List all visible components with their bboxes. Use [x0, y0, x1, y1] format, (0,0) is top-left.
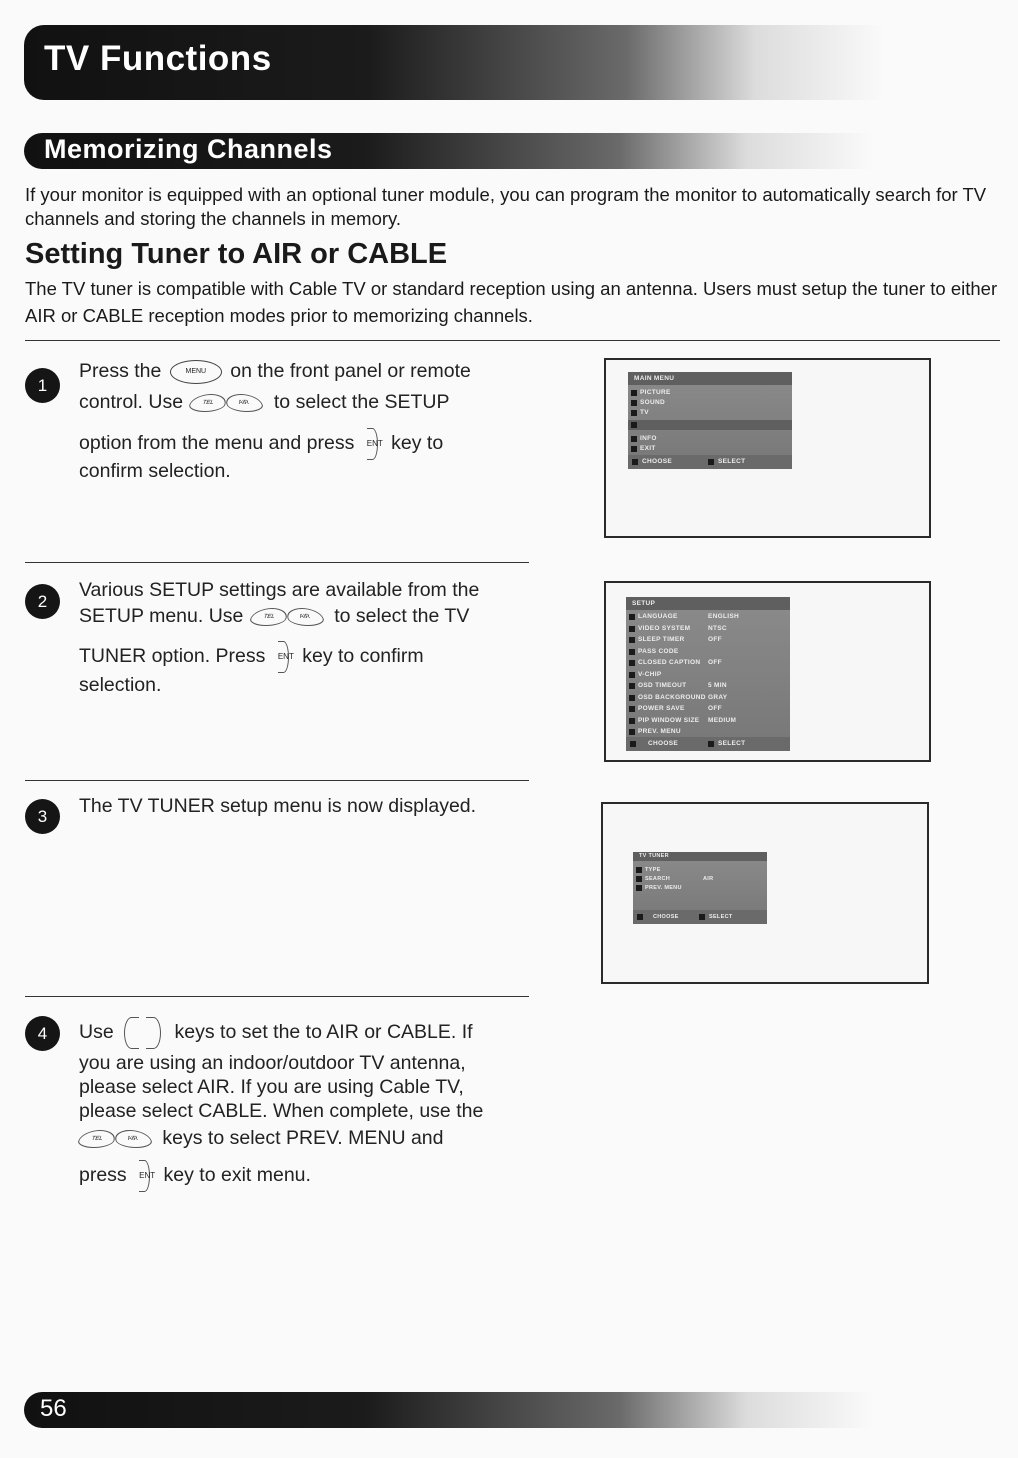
osd-row: [626, 693, 790, 703]
osd-value: MEDIUM: [708, 716, 737, 724]
step-number-2: 2: [25, 584, 60, 619]
right-key-icon: [146, 1017, 161, 1049]
tv-tuner-menu-screenshot: [601, 802, 929, 984]
osd-row: [633, 883, 767, 893]
osd-footer: [633, 910, 767, 924]
osd-row: [626, 635, 790, 645]
step-text: confirm selection.: [79, 460, 231, 482]
main-menu-screenshot: [604, 358, 931, 538]
enter-key-icon: [274, 641, 294, 673]
tel-key-icon: TEL: [248, 608, 291, 626]
osd-choose: CHOOSE: [653, 914, 679, 920]
enter-key-label: ENT: [367, 428, 378, 460]
osd-row: [628, 398, 792, 408]
osd-label: CLOSED CAPTION: [638, 659, 701, 666]
divider: [25, 340, 1000, 341]
osd-row: [626, 727, 790, 737]
left-right-keys-icon: [122, 1017, 166, 1049]
step-text: TUNER option. Press: [79, 645, 266, 668]
osd-label: PICTURE: [640, 389, 671, 396]
osd-row-icon: [629, 695, 635, 701]
osd-row-icon: [636, 885, 642, 891]
step-text: Press the: [79, 360, 162, 383]
enter-key-label: ENT: [278, 641, 289, 673]
osd-row: [628, 434, 792, 444]
osd-value: ENGLISH: [708, 613, 739, 620]
osd-row: [626, 681, 790, 691]
step-text: selection.: [79, 674, 162, 696]
osd-row: [628, 444, 792, 454]
step-text: Use: [79, 1021, 114, 1044]
osd-label: LANGUAGE: [638, 613, 678, 620]
tel-key-icon: TEL: [76, 1130, 119, 1148]
osd-row: [626, 670, 790, 680]
osd-row: [626, 658, 790, 668]
osd-row-highlighted: [628, 420, 792, 430]
osd-setup-menu: [626, 597, 790, 751]
select-icon: [708, 459, 714, 465]
page-title-band: [24, 25, 884, 100]
step-text: option from the menu and press: [79, 432, 355, 455]
osd-label: SOUND: [640, 399, 665, 406]
enter-key-icon: [135, 1160, 155, 1192]
step-text: to select the TV: [334, 605, 470, 628]
osd-value: OFF: [708, 659, 722, 666]
picture-icon: [631, 390, 637, 396]
tel-air-keys-icon: [190, 390, 266, 416]
osd-row-icon: [629, 706, 635, 712]
step-number-3: 3: [25, 799, 60, 834]
exit-icon: [631, 446, 637, 452]
osd-row-icon: [629, 672, 635, 678]
tel-key-icon: TEL: [187, 394, 230, 412]
menu-key-icon: MENU: [170, 360, 222, 384]
osd-row: [626, 716, 790, 726]
osd-title: TV TUNER: [633, 852, 767, 861]
tv-icon: [631, 410, 637, 416]
step-text: The TV TUNER setup menu is now displayed.: [79, 795, 477, 817]
left-key-icon: [124, 1017, 139, 1049]
osd-row-icon: [636, 876, 642, 882]
osd-value: NTSC: [708, 624, 727, 632]
osd-value: 5 MIN: [708, 682, 727, 689]
tel-air-keys-icon: [251, 604, 327, 630]
info-icon: [631, 436, 637, 442]
air-key-icon: AIR: [223, 394, 266, 412]
osd-title: SETUP: [626, 597, 790, 610]
step-text: on the front panel or remote: [230, 360, 471, 383]
osd-row: [626, 647, 790, 657]
osd-label: OSD BACKGROUND: [638, 693, 706, 701]
osd-row: [626, 624, 790, 634]
osd-title: MAIN MENU: [628, 372, 792, 385]
osd-label: PREV. MENU: [638, 728, 681, 735]
osd-row: [628, 388, 792, 398]
osd-label: INFO: [640, 435, 657, 442]
page-footer-band: [24, 1392, 874, 1428]
enter-key-icon: [363, 428, 383, 460]
osd-row-icon: [629, 649, 635, 655]
step-text: key to exit menu.: [163, 1164, 311, 1187]
osd-label: SEARCH: [645, 876, 671, 882]
osd-label: OSD TIMEOUT: [638, 682, 687, 689]
osd-row: [628, 408, 792, 418]
sound-icon: [631, 400, 637, 406]
page-title: TV Functions: [44, 39, 272, 78]
osd-row-icon: [629, 660, 635, 666]
osd-select: SELECT: [709, 914, 733, 920]
osd-row-icon: [629, 683, 635, 689]
osd-tv-tuner-menu: [633, 852, 767, 924]
divider: [25, 562, 529, 563]
tel-air-keys-icon: [79, 1126, 155, 1152]
section-title-band: [24, 133, 874, 169]
subsection-title: Setting Tuner to AIR or CABLE: [25, 238, 448, 270]
step-2-text: [79, 579, 509, 704]
osd-label: SLEEP TIMER: [638, 636, 685, 643]
osd-footer: [628, 455, 792, 469]
osd-label: V-CHIP: [638, 670, 662, 678]
osd-value: OFF: [708, 636, 722, 643]
step-text: SETUP menu. Use: [79, 605, 244, 628]
osd-value: AIR: [703, 876, 714, 882]
divider: [25, 996, 529, 997]
osd-select: SELECT: [718, 740, 746, 747]
step-text: to select the SETUP: [273, 391, 450, 414]
choose-icon: [637, 914, 643, 920]
page-number: 56: [40, 1395, 67, 1422]
air-key-icon: AIR: [284, 608, 327, 626]
step-text: key to: [391, 432, 444, 455]
intro-paragraph: If your monitor is equipped with an optional tuner module, you can program the monitor to automatically search for TV channels and storing the channels in memory.: [25, 184, 987, 229]
step-text: please select CABLE. When complete, use the: [79, 1100, 484, 1122]
osd-row-icon: [629, 614, 635, 620]
osd-row: [626, 704, 790, 714]
step-1-text: [79, 360, 509, 490]
step-number-1: 1: [25, 368, 60, 403]
osd-row: [626, 612, 790, 622]
air-key-icon: AIR: [112, 1130, 155, 1148]
enter-key-label: ENT: [139, 1160, 150, 1192]
step-text: keys to select PREV. MENU and: [162, 1127, 444, 1150]
step-text: control. Use: [79, 391, 184, 414]
step-text: Various SETUP settings are available from the: [79, 579, 480, 601]
osd-row-icon: [629, 637, 635, 643]
osd-select: SELECT: [718, 458, 746, 465]
section-title: Memorizing Channels: [44, 134, 333, 164]
subsection-description: The TV tuner is compatible with Cable TV or standard reception using an antenna. Users must setup the tuner to either AIR or CABLE reception modes prior to memorizing channels.: [25, 278, 998, 326]
osd-label: PASS CODE: [638, 647, 679, 655]
step-text: you are using an indoor/outdoor TV antenna,: [79, 1052, 466, 1074]
select-icon: [708, 741, 714, 747]
step-4-text: [79, 1017, 509, 1190]
choose-icon: [632, 459, 638, 465]
osd-label: TYPE: [645, 867, 661, 873]
select-icon: [699, 914, 705, 920]
osd-row-icon: [629, 626, 635, 632]
osd-label: EXIT: [640, 445, 656, 452]
choose-icon: [630, 741, 636, 747]
osd-value: GRAY: [708, 693, 728, 701]
osd-label: TV: [640, 409, 649, 416]
osd-label: POWER SAVE: [638, 705, 685, 712]
osd-main-menu: [628, 372, 792, 469]
osd-value: OFF: [708, 705, 722, 712]
osd-row-icon: [636, 867, 642, 873]
osd-row-icon: [629, 718, 635, 724]
osd-choose: CHOOSE: [642, 458, 672, 465]
step-number-4: 4: [25, 1016, 60, 1051]
step-text: please select AIR. If you are using Cable TV,: [79, 1076, 464, 1098]
step-3-text: [79, 795, 509, 820]
osd-label: PREV. MENU: [645, 885, 682, 891]
step-text: key to confirm: [302, 645, 424, 668]
step-text: keys to set the to AIR or CABLE. If: [174, 1021, 473, 1044]
osd-choose: CHOOSE: [648, 740, 678, 747]
setup-menu-screenshot: [604, 581, 931, 762]
osd-label: VIDEO SYSTEM: [638, 624, 691, 632]
osd-footer: [626, 737, 790, 751]
osd-row-icon: [629, 729, 635, 735]
divider: [25, 780, 529, 781]
step-text: press: [79, 1164, 127, 1187]
osd-label: PIP WINDOW SIZE: [638, 716, 700, 724]
setup-icon: [631, 422, 637, 428]
